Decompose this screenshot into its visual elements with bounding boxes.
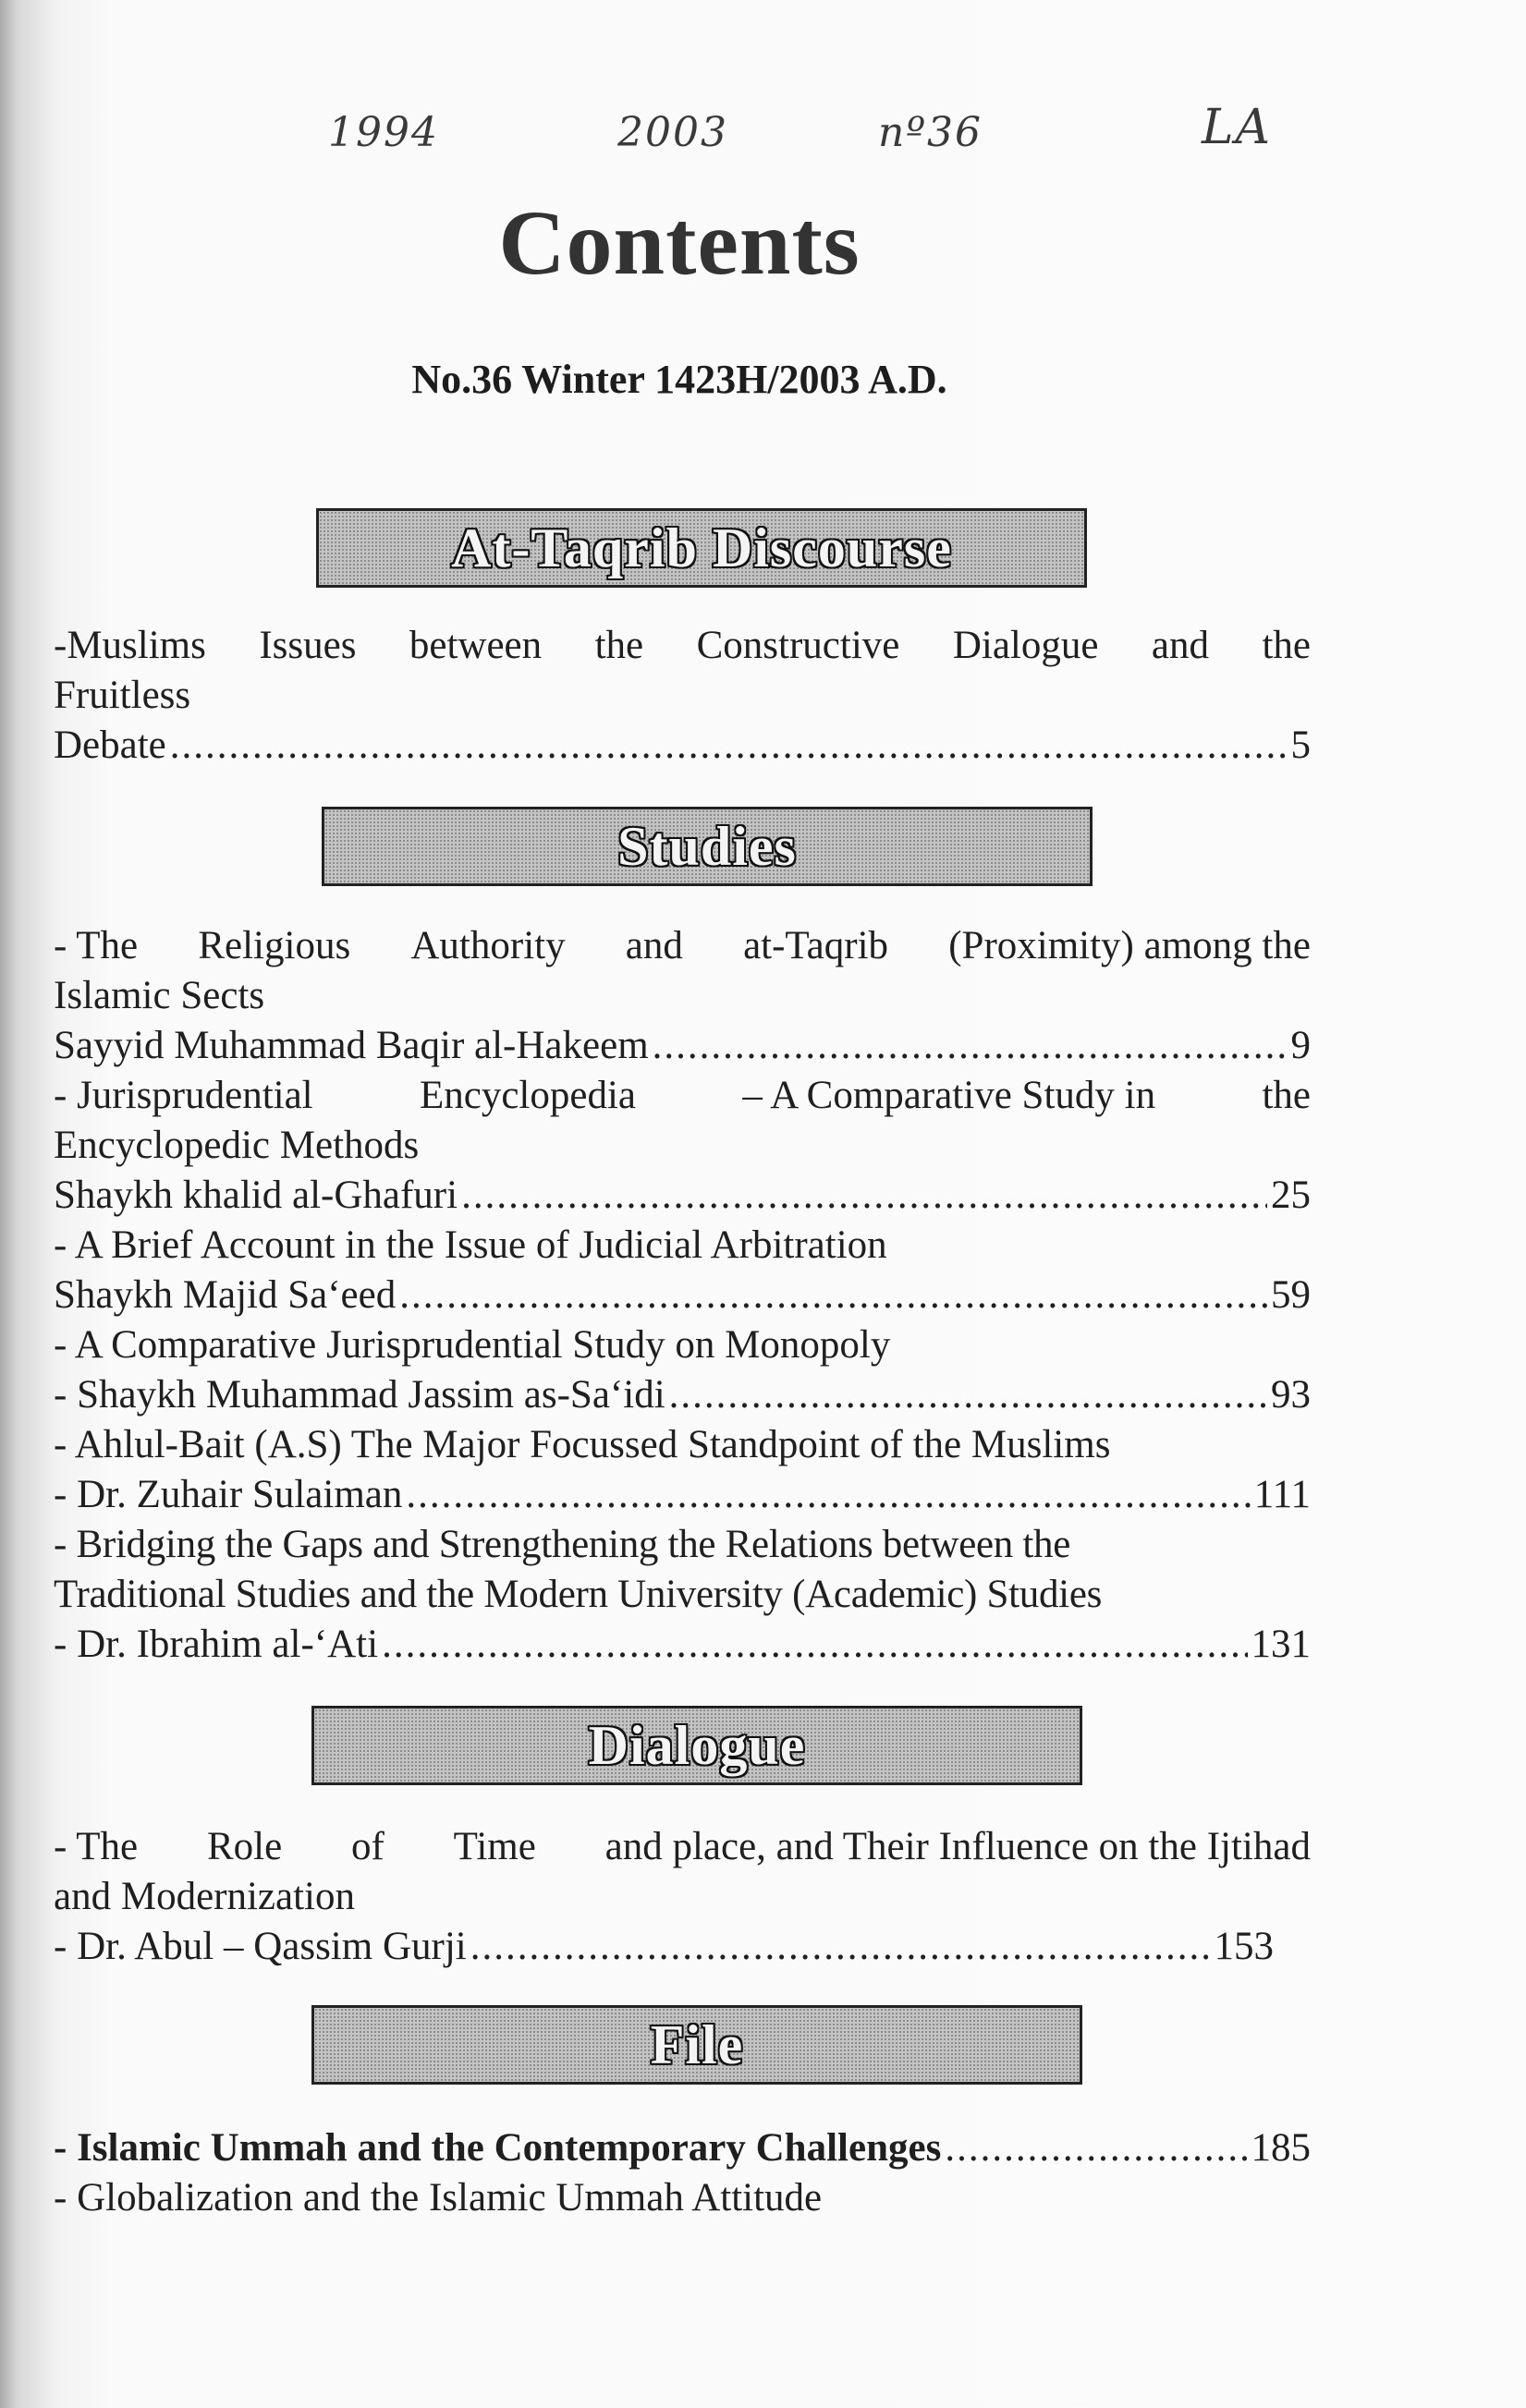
page-title: Contents	[498, 191, 861, 294]
entry-author: - Shaykh Muhammad Jassim as-Sa‘idi	[54, 1373, 665, 1417]
handwritten-year-2003: 2003	[617, 109, 728, 156]
word: - The	[54, 924, 139, 967]
toc-title-line: - A Comparative Jurisprudential Study on Monopoly	[54, 1323, 891, 1367]
toc-entry-studies-4[interactable]	[54, 1370, 1311, 1420]
word: the	[1262, 624, 1311, 667]
section-heading-file	[311, 2005, 1082, 2085]
toc-title-line: Encyclopedic Methods	[54, 1124, 420, 1167]
handwritten-year-1994: 1994	[328, 109, 439, 156]
word: Issues	[259, 624, 357, 667]
toc-entry-discourse-1[interactable]	[54, 721, 1311, 771]
word: – A Comparative Study in	[742, 1074, 1156, 1117]
toc-title-line	[54, 621, 1311, 671]
toc-title-line	[54, 1071, 1311, 1121]
section-heading-label: Studies	[617, 815, 797, 877]
toc-entry-file-1[interactable]	[54, 2123, 1311, 2173]
section-heading-label: At-Taqrib Discourse	[451, 517, 952, 578]
toc-entry-dialogue-1[interactable]	[54, 1922, 1274, 1972]
toc-title-line: - Ahlul-Bait (A.S) The Major Focussed Standpoint of the Muslims	[54, 1423, 1111, 1466]
entry-title: - Islamic Ummah and the Contemporary Challenges	[54, 2126, 942, 2170]
entry-author: Shaykh khalid al-Ghafuri	[54, 1174, 458, 1217]
toc-entry-studies-2[interactable]	[54, 1171, 1311, 1221]
toc-title-line	[54, 921, 1311, 971]
word: Dialogue	[952, 624, 1099, 667]
page-number: 93	[1271, 1373, 1311, 1417]
page-number: 111	[1253, 1473, 1311, 1516]
section-heading-studies	[322, 807, 1093, 886]
word: of	[350, 1825, 385, 1868]
word: - The	[54, 1825, 139, 1868]
section-heading-discourse	[316, 508, 1087, 588]
word: - Jurisprudential	[54, 1074, 313, 1117]
dot-leader	[382, 1620, 1247, 1670]
entry-author: Sayyid Muhammad Baqir al-Hakeem	[54, 1024, 649, 1067]
toc-title-line: - Bridging the Gaps and Strengthening the Relations between the	[54, 1523, 1071, 1566]
word: the	[1262, 1074, 1311, 1117]
entry-author: - Dr. Ibrahim al-‘Ati	[54, 1623, 379, 1666]
word: at-Taqrib	[743, 924, 889, 967]
dot-leader	[170, 721, 1288, 771]
toc-entry-studies-6[interactable]	[54, 1620, 1311, 1670]
page-number: 25	[1271, 1174, 1311, 1217]
word: the	[594, 624, 644, 667]
dot-leader	[406, 1470, 1250, 1520]
word: Time	[453, 1825, 536, 1868]
entry-author: Shaykh Majid Sa‘eed	[54, 1273, 397, 1317]
toc-entry-studies-5[interactable]	[54, 1470, 1311, 1520]
page-number: 9	[1290, 1024, 1311, 1067]
section-heading-dialogue	[311, 1706, 1082, 1785]
word: and	[625, 924, 683, 967]
toc-entry-studies-1[interactable]	[54, 1021, 1311, 1071]
issue-line: No.36 Winter 1423H/2003 A.D.	[411, 357, 947, 402]
word: Role	[206, 1825, 283, 1868]
entry-author: - Dr. Zuhair Sulaiman	[54, 1473, 403, 1516]
handwritten-issue-number: nº36	[878, 109, 983, 156]
word: and	[1151, 624, 1209, 667]
dot-leader	[653, 1021, 1288, 1071]
handwritten-initials: LA	[1202, 100, 1273, 155]
toc-title-line: - A Brief Account in the Issue of Judicial Arbitration	[54, 1223, 887, 1267]
word: Encyclopedia	[420, 1074, 637, 1117]
word: -Muslims	[54, 624, 206, 667]
toc-entry-file-2[interactable]: - Globalization and the Islamic Ummah Attitude	[54, 2176, 823, 2219]
section-heading-label: File	[650, 2013, 744, 2075]
entry-title: Debate	[54, 724, 166, 767]
toc-title-line: Islamic Sects	[54, 974, 265, 1017]
toc-title-line: and Modernization	[54, 1875, 355, 1918]
toc-title-line	[54, 1822, 1311, 1872]
page-number: 59	[1271, 1273, 1311, 1317]
dot-leader	[669, 1370, 1267, 1420]
dot-leader	[461, 1171, 1267, 1221]
page-number: 5	[1290, 724, 1311, 767]
page-number: 131	[1251, 1623, 1311, 1666]
word: Authority	[410, 924, 566, 967]
dot-leader	[470, 1922, 1211, 1972]
section-heading-label: Dialogue	[588, 1714, 806, 1776]
page-number: 153	[1214, 1925, 1274, 1968]
word: between	[409, 624, 543, 667]
page-number: 185	[1251, 2126, 1311, 2170]
dot-leader	[399, 1271, 1267, 1320]
word: (Proximity) among the	[948, 924, 1311, 967]
word: and place, and Their Influence on the Ijtihad	[604, 1825, 1311, 1868]
toc-entry-studies-3[interactable]	[54, 1271, 1311, 1320]
toc-title-line: Fruitless	[54, 674, 191, 717]
word: Constructive	[696, 624, 900, 667]
toc-title-line: Traditional Studies and the Modern University (Academic) Studies	[54, 1573, 1103, 1616]
dot-leader	[945, 2123, 1247, 2173]
entry-author: - Dr. Abul – Qassim Gurji	[54, 1925, 467, 1968]
word: Religious	[198, 924, 351, 967]
